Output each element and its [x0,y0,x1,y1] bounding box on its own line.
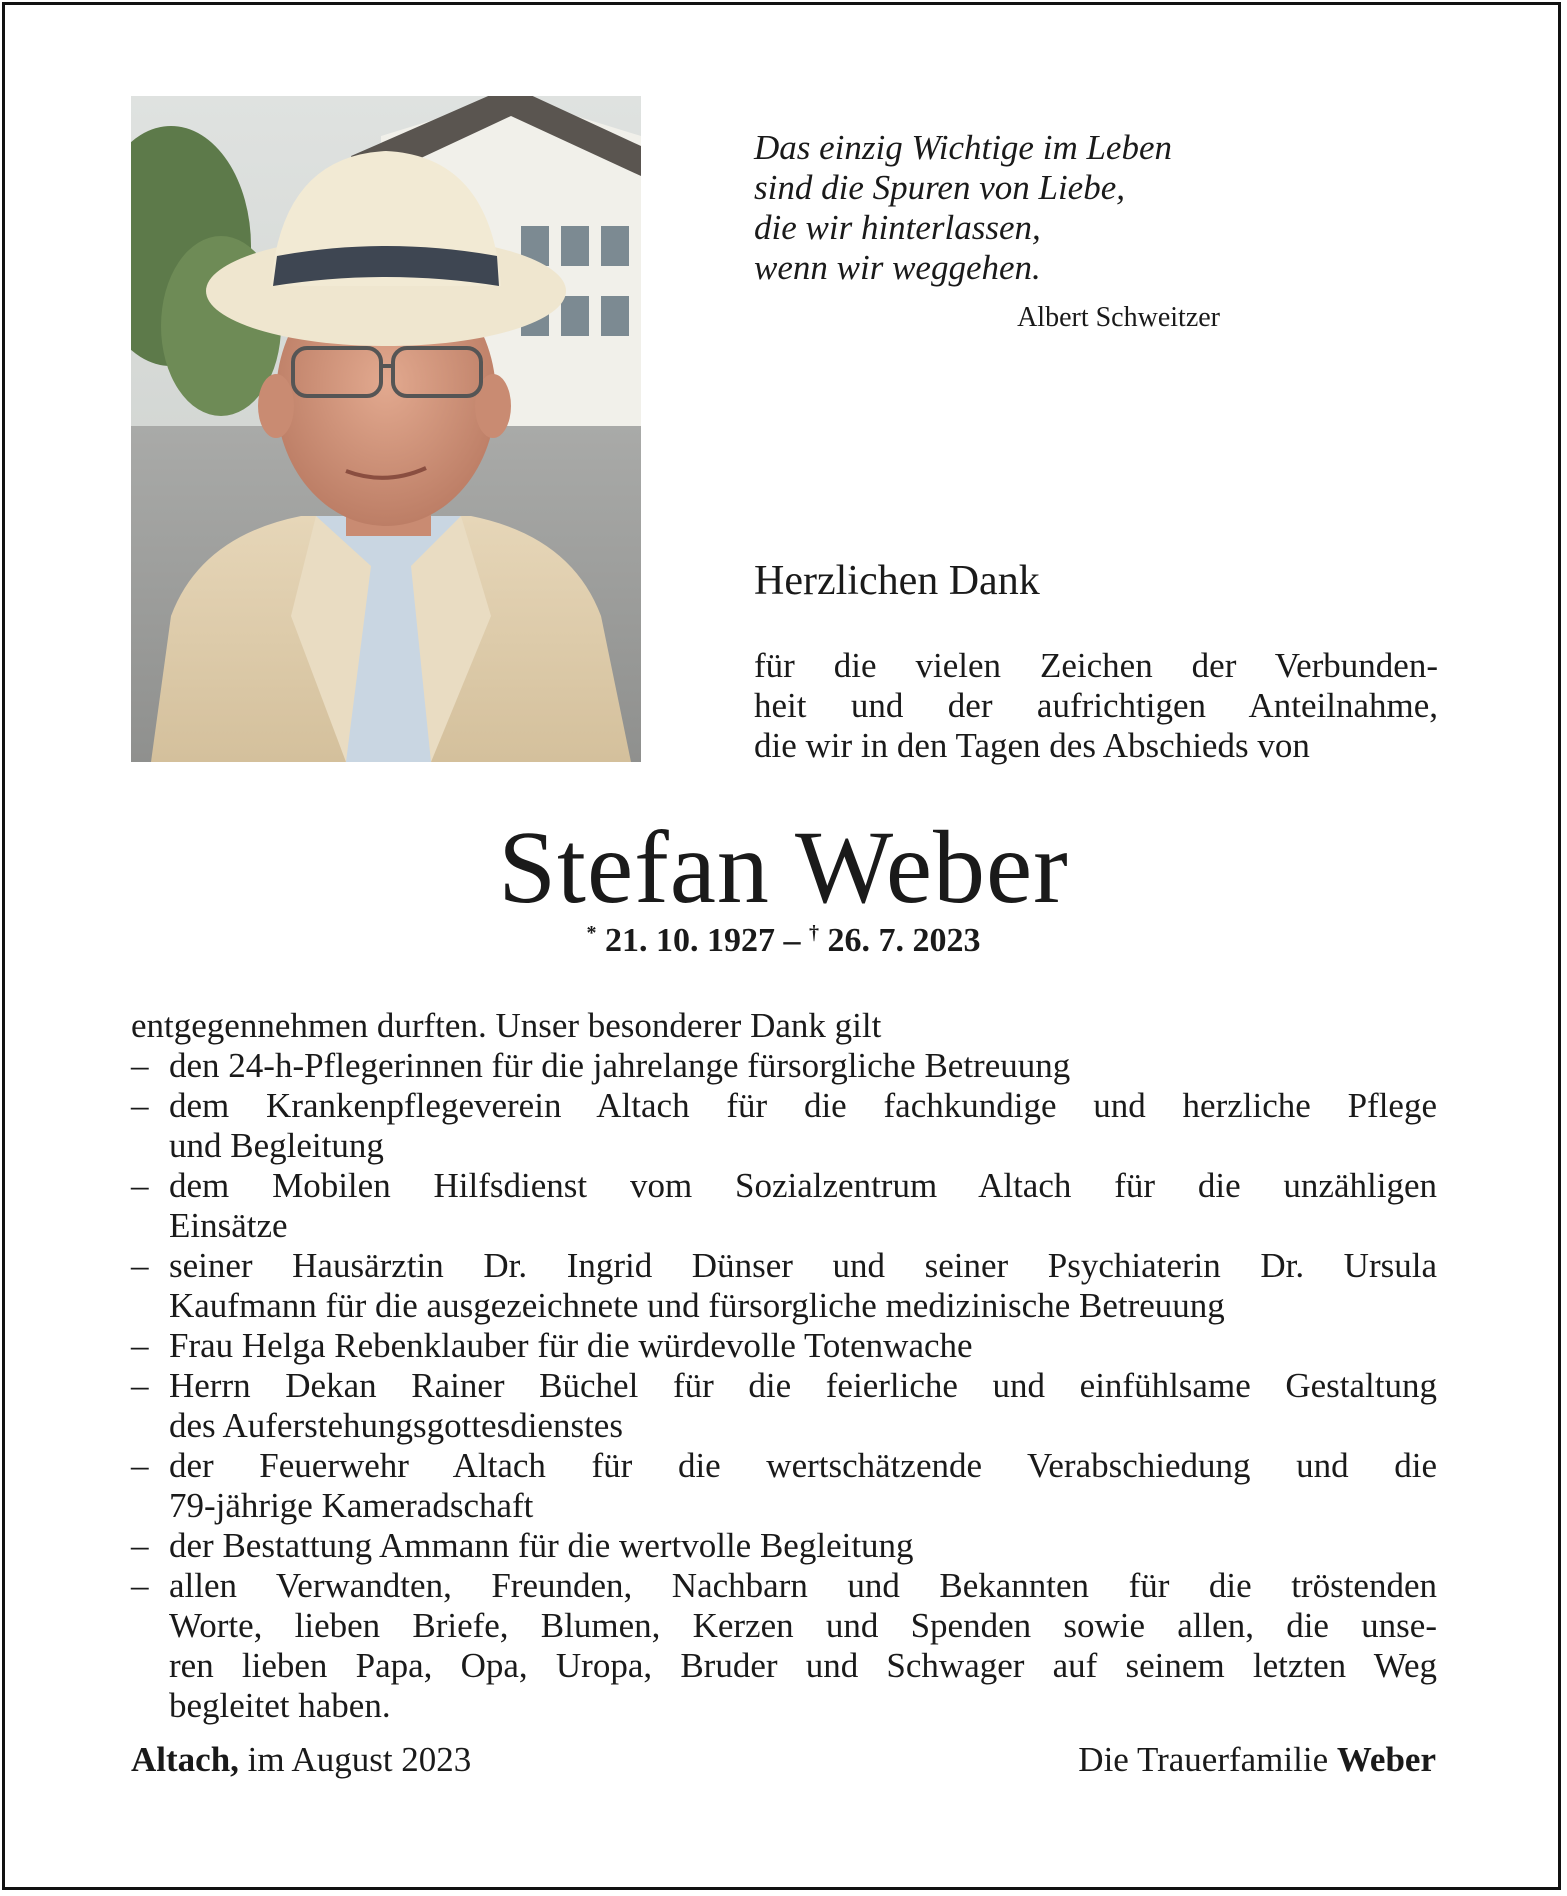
family-name: Weber [1336,1740,1436,1779]
place-date [131,1740,471,1780]
body-lead: entgegennehmen durften. Unser besonderer Dank gilt [131,1006,882,1045]
list-item-line: der Feuerwehr Altach für die wertschätzende Verabschiedung und die [169,1446,1437,1485]
family-prefix: Die Trauerfamilie [1078,1740,1329,1779]
signature [1078,1740,1436,1780]
portrait-photo [131,96,641,762]
list-item-line: und Begleitung [169,1126,384,1165]
list-item [131,1326,1437,1366]
list-item [131,1366,1437,1446]
place: Altach, [131,1740,239,1779]
date-separator: – [783,922,801,959]
quote-line: wenn wir weggehen. [754,248,1041,287]
list-item-line: seiner Hausärztin Dr. Ingrid Dünser und seiner Psychiaterin Dr. Ursula [169,1246,1437,1285]
dash-bullet: – [131,1046,149,1085]
list-item-line: allen Verwandten, Freunden, Nachbarn und Bekannten für die tröstenden [169,1566,1437,1605]
quote-line: die wir hinterlassen, [754,208,1041,247]
life-dates [0,922,1567,960]
list-item-line: Kaufmann für die ausgezeichnete und fürsorgliche medizinische Betreuung [169,1286,1225,1325]
list-item-line: 79-jährige Kameradschaft [169,1486,534,1525]
quote-line: Das einzig Wichtige im Leben [754,128,1173,167]
list-item-line: des Auferstehungsgottesdienstes [169,1406,623,1445]
date: im August 2023 [247,1740,472,1779]
list-item [131,1246,1437,1326]
list-item-line: Frau Helga Rebenklauber für die würdevolle Totenwache [169,1326,973,1365]
dash-bullet: – [131,1566,149,1605]
dash-bullet: – [131,1086,149,1125]
list-item-line: begleitet haben. [169,1686,391,1725]
dash-bullet: – [131,1246,149,1285]
list-item-line: der Bestattung Ammann für die wertvolle Begleitung [169,1526,914,1565]
list-item-line: Worte, lieben Briefe, Blumen, Kerzen und Spenden sowie allen, die unse- [169,1606,1437,1645]
list-item-line: dem Krankenpflegeverein Altach für die fachkundige und herzliche Pflege [169,1086,1437,1125]
death-symbol: † [809,922,819,944]
list-item [131,1046,1437,1086]
quote [754,128,1274,288]
quote-author: Albert Schweitzer [1017,302,1220,333]
deceased-name: Stefan Weber [498,810,1069,925]
dash-bullet: – [131,1366,149,1405]
intro-line: für die vielen Zeichen der Verbunden- [754,646,1438,685]
list-item-line: Herrn Dekan Rainer Büchel für die feierliche und einfühlsame Gestaltung [169,1366,1437,1405]
list-item-line: ren lieben Papa, Opa, Uropa, Bruder und Schwager auf seinem letzten Weg [169,1646,1437,1685]
acknowledgements [131,1006,1437,1726]
intro-text [754,646,1438,766]
birth-symbol: * [586,922,597,944]
thanks-heading: Herzlichen Dank [754,558,1040,604]
dash-bullet: – [131,1446,149,1485]
birth-date: 21. 10. 1927 [605,922,775,959]
list-item-line: Einsätze [169,1206,288,1245]
dash-bullet: – [131,1166,149,1205]
intro-line: die wir in den Tagen des Abschieds von [754,726,1310,765]
list-item [131,1566,1437,1726]
list-item [131,1166,1437,1246]
intro-line: heit und der aufrichtigen Anteilnahme, [754,686,1438,725]
list-item [131,1086,1437,1166]
dash-bullet: – [131,1326,149,1365]
quote-line: sind die Spuren von Liebe, [754,168,1126,207]
dash-bullet: – [131,1526,149,1565]
death-date: 26. 7. 2023 [827,922,981,959]
acknowledgement-list [131,1046,1437,1726]
list-item [131,1446,1437,1526]
list-item-line: den 24-h-Pflegerinnen für die jahrelange fürsorgliche Betreuung [169,1046,1071,1085]
list-item [131,1526,1437,1566]
list-item-line: dem Mobilen Hilfsdienst vom Sozialzentrum Altach für die unzähligen [169,1166,1437,1205]
